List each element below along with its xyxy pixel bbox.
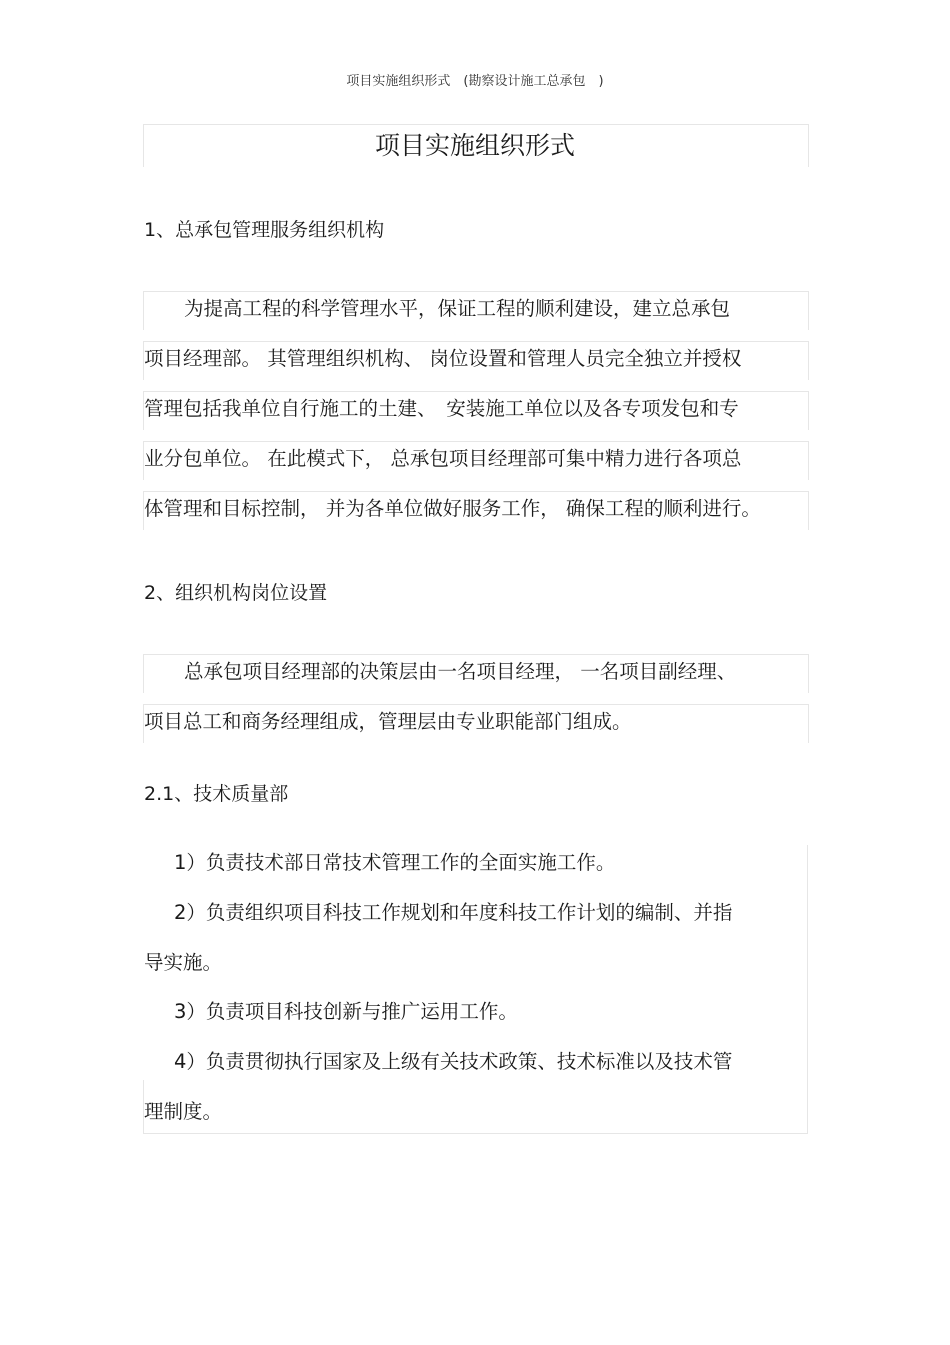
list-item: 2）负责组织项目科技工作规划和年度科技工作计划的编制、并指	[174, 901, 733, 924]
paragraph-line: 业分包单位。 在此模式下， 总承包项目经理部可集中精力进行各项总	[144, 447, 742, 470]
running-header: 项目实施组织形式 (勘察设计施工总承包 )	[346, 74, 604, 89]
list-frame	[143, 845, 808, 1134]
list-item: 3）负责项目科技创新与推广运用工作。	[174, 1000, 518, 1023]
list-item-continuation: 导实施。	[144, 951, 223, 974]
document-title: 项目实施组织形式	[374, 131, 575, 160]
paragraph-line: 项目经理部。 其管理组织机构、 岗位设置和管理人员完全独立并授权	[144, 347, 742, 370]
list-item: 4）负责贯彻执行国家及上级有关技术政策、技术标准以及技术管	[174, 1050, 733, 1073]
section-heading: 2.1、技术质量部	[144, 783, 289, 805]
list-item: 1）负责技术部日常技术管理工作的全面实施工作。	[174, 851, 616, 874]
list-item-continuation: 理制度。	[144, 1100, 223, 1123]
paragraph-line: 体管理和目标控制， 并为各单位做好服务工作， 确保工程的顺利进行。	[144, 497, 761, 520]
paragraph-line: 管理包括我单位自行施工的土建、 安装施工单位以及各专项发包和专	[144, 397, 739, 420]
paragraph-line: 项目总工和商务经理组成，管理层由专业职能部门组成。	[144, 710, 632, 733]
section-heading: 2、组织机构岗位设置	[144, 582, 328, 604]
paragraph-line: 总承包项目经理部的决策层由一名项目经理， 一名项目副经理、	[184, 660, 737, 683]
section-heading: 1、总承包管理服务组织机构	[144, 219, 385, 241]
paragraph-line: 为提高工程的科学管理水平，保证工程的顺利建设，建立总承包	[184, 297, 731, 320]
